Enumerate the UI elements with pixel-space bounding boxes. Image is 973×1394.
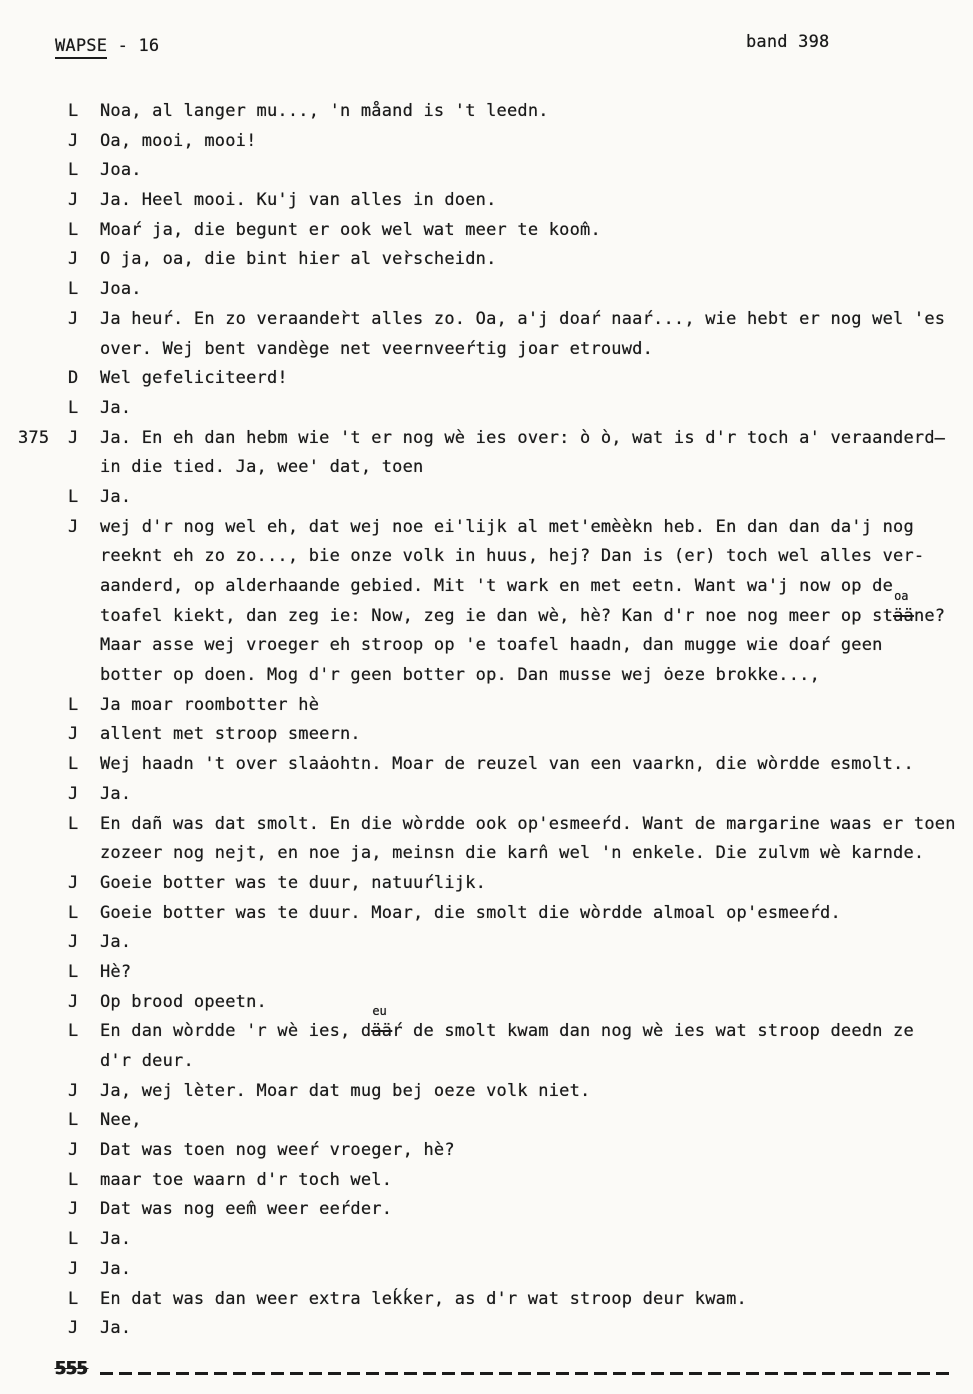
- transcript-line: [0, 453, 973, 483]
- transcript: [0, 97, 973, 1344]
- transcript-line: [0, 483, 973, 513]
- utterance-text: Maar asse wej vroeger eh stroop op 'e toafel haadn, dan mugge wie doaŕ geen: [100, 635, 883, 656]
- footer-divider: [100, 1372, 955, 1375]
- transcript-line: [0, 1106, 973, 1136]
- utterance-text: Ja.: [100, 932, 132, 953]
- speaker-label: J: [68, 427, 79, 448]
- utterance-text: Ja.: [100, 1229, 132, 1250]
- utterance-text: wej d'r nog wel eh, dat wej noe ei'lijk al met'emèèkn heb. En dan dan da'j nog: [100, 516, 914, 537]
- transcript-line: [0, 156, 973, 186]
- speaker-label: J: [68, 249, 79, 270]
- speaker-label: J: [68, 1318, 79, 1339]
- utterance-text: Op brood opeetn.: [100, 991, 267, 1012]
- speaker-label: L: [68, 397, 79, 418]
- transcript-line: [0, 97, 973, 127]
- utterance-text: Oa, mooi, mooi!: [100, 130, 257, 151]
- transcript-line: [0, 513, 973, 543]
- speaker-label: L: [68, 219, 79, 240]
- utterance-text: Ja, wej lèter. Moar dat mug bej oeze volk niet.: [100, 1080, 591, 1101]
- correction-above-text: oa: [894, 588, 909, 603]
- utterance-text: Dat was nog eem̂ weer eeŕder.: [100, 1199, 393, 1220]
- transcript-line: [0, 661, 973, 691]
- line-number: 375: [18, 427, 50, 448]
- transcript-line: [0, 588, 973, 632]
- utterance-text: En dan wòrdde 'r wè ies, d eu ääŕ de smolt kwam dan nog wè ies wat stroop deedn ze: [100, 1017, 914, 1047]
- utterance-text: O ja, oa, die bint hier al ver̀scheidn.: [100, 249, 497, 270]
- utterance-text: Ja.: [100, 397, 132, 418]
- typed-correction: [893, 588, 914, 632]
- transcript-line: [0, 720, 973, 750]
- speaker-label: J: [68, 932, 79, 953]
- band-label: band 398: [746, 32, 830, 52]
- correction-struck-text: ää: [893, 605, 914, 626]
- transcript-line: [0, 839, 973, 869]
- utterance-text: Goeie botter was te duur. Moar, die smolt die wòrdde almoal op'esmeeŕd.: [100, 902, 841, 923]
- transcript-line: [0, 127, 973, 157]
- utterance-text: Ja. En eh dan hebm wie 't er nog wè ies over: ò ò, wat is d'r toch a' veraanderd̶: [100, 427, 946, 448]
- speaker-label: L: [68, 101, 79, 121]
- speaker-label: L: [68, 279, 79, 300]
- speaker-label: J: [68, 1258, 79, 1279]
- transcript-line: [0, 394, 973, 424]
- speaker-label: J: [68, 1080, 79, 1101]
- page-title-suffix: - 16: [107, 36, 160, 56]
- transcript-line: [0, 1047, 973, 1077]
- speaker-label: L: [68, 1169, 79, 1190]
- utterance-text: Moaŕ ja, die begunt er ook wel wat meer te koom̂.: [100, 219, 601, 240]
- transcript-line: [0, 631, 973, 661]
- utterance-text: Ja heuŕ. En zo veraander̀t alles zo. Oa, a'j doaŕ naaŕ..., wie hebt er nog wel 'es: [100, 308, 946, 329]
- transcript-line: [0, 928, 973, 958]
- transcript-line: [0, 1136, 973, 1166]
- speaker-label: L: [68, 694, 79, 715]
- transcript-line: [0, 1314, 973, 1344]
- utterance-text: En dat was dan weer extra leḱḱer, as d'r wat stroop deur kwam.: [100, 1288, 747, 1309]
- speaker-label: D: [68, 368, 79, 389]
- correction-struck-text: ää: [371, 1021, 393, 1042]
- transcript-line: [0, 869, 973, 899]
- transcript-line: [0, 1285, 973, 1315]
- transcript-line: [0, 1255, 973, 1285]
- speaker-label: L: [68, 160, 79, 181]
- correction-above-text: eu: [372, 1004, 387, 1019]
- utterance-text: En dañ was dat smolt. En die wòrdde ook op'esmeeŕd. Want de margarine waas er toen: [100, 813, 956, 834]
- transcript-line: [0, 750, 973, 780]
- transcript-line: [0, 1225, 973, 1255]
- transcript-line: [0, 572, 973, 602]
- utterance-text: allent met stroop smeern.: [100, 724, 361, 745]
- utterance-text: Ja moar roombotter hè: [100, 694, 320, 715]
- transcript-line: [0, 780, 973, 810]
- transcript-line: [0, 245, 973, 275]
- utterance-text: reeknt eh zo zo..., bie onze volk in huus, hej? Dan is (er) toch wel alles ver-: [100, 546, 925, 567]
- transcript-line: [0, 275, 973, 305]
- speaker-label: J: [68, 1140, 79, 1161]
- speaker-label: L: [68, 754, 79, 775]
- transcript-line: [0, 542, 973, 572]
- transcript-line: [0, 364, 973, 394]
- utterance-text: in die tied. Ja, wee' dat, toen: [100, 457, 424, 478]
- speaker-label: L: [68, 902, 79, 923]
- utterance-text: Noa, al langer mu..., 'n måand is 't leedn.: [100, 101, 549, 121]
- utterance-text: Ja.: [100, 1258, 132, 1279]
- transcript-line: [0, 216, 973, 246]
- speaker-label: J: [68, 308, 79, 329]
- transcript-line: [0, 1195, 973, 1225]
- utterance-text: aanderd, op alderhaande gebied. Mit 't wark en met eetn. Want wa'j now op de: [100, 576, 894, 596]
- page-title-site: WAPSE: [55, 36, 107, 59]
- speaker-label: L: [68, 1021, 79, 1042]
- transcript-line: [0, 810, 973, 840]
- speaker-label: L: [68, 961, 79, 982]
- speaker-label: L: [68, 1288, 79, 1309]
- transcript-line: [0, 1004, 973, 1047]
- speaker-label: J: [68, 783, 79, 804]
- speaker-label: J: [68, 190, 79, 211]
- speaker-label: J: [68, 991, 79, 1012]
- transcript-line: [0, 899, 973, 929]
- utterance-text: Hè?: [100, 961, 132, 982]
- speaker-label: L: [68, 1110, 79, 1131]
- transcript-line: [0, 305, 973, 335]
- utterance-text: over. Wej bent vandège net veernveeŕtig joar etrouwd.: [100, 338, 654, 359]
- transcript-line: [0, 335, 973, 365]
- transcript-line: [0, 988, 973, 1018]
- typed-correction: [371, 1004, 393, 1047]
- transcript-line: [0, 1077, 973, 1107]
- speaker-label: J: [68, 1199, 79, 1220]
- utterance-text: Wel gefeliciteerd!: [100, 368, 288, 389]
- utterance-text: maar toe waarn d'r toch wel.: [100, 1169, 393, 1190]
- utterance-text: Nee,: [100, 1110, 142, 1131]
- speaker-label: J: [68, 516, 79, 537]
- speaker-label: L: [68, 486, 79, 507]
- speaker-label: L: [68, 1229, 79, 1250]
- footer-page-number: 555: [55, 1358, 88, 1379]
- utterance-text: Ja. Heel mooi. Ku'j van alles in doen.: [100, 190, 497, 211]
- transcript-line: [0, 424, 973, 454]
- transcript-line: [0, 186, 973, 216]
- utterance-text: Ja.: [100, 783, 132, 804]
- utterance-text: Joa.: [100, 160, 142, 181]
- utterance-text: Ja.: [100, 486, 132, 507]
- utterance-text: Dat was toen nog weeŕ vroeger, hè?: [100, 1140, 455, 1161]
- utterance-text: Wej haadn 't over slaȧohtn. Moar de reuzel van een vaarkn, die wòrdde esmolt..: [100, 754, 914, 775]
- transcript-line: [0, 958, 973, 988]
- transcript-line: [0, 691, 973, 721]
- speaker-label: J: [68, 130, 79, 151]
- page-title: [55, 36, 159, 56]
- utterance-text: toafel kiekt, dan zeg ie: Now, zeg ie dan wè, hè? Kan d'r noe nog meer op st oa ääne?: [100, 602, 945, 632]
- speaker-label: J: [68, 872, 79, 893]
- utterance-text: Joa.: [100, 279, 142, 300]
- utterance-text: d'r deur.: [100, 1051, 194, 1071]
- utterance-text: Goeie botter was te duur, natuuŕlijk.: [100, 872, 487, 893]
- utterance-text: zozeer nog nejt, en noe ja, meinsn die karn̂ wel 'n enkele. Die zulvm wè karnde.: [100, 843, 925, 864]
- speaker-label: J: [68, 724, 79, 745]
- transcript-line: [0, 1166, 973, 1196]
- utterance-text: Ja.: [100, 1318, 132, 1339]
- utterance-text: botter op doen. Mog d'r geen botter op. Dan musse wej ȯeze brokke...,: [100, 665, 821, 686]
- speaker-label: L: [68, 813, 79, 834]
